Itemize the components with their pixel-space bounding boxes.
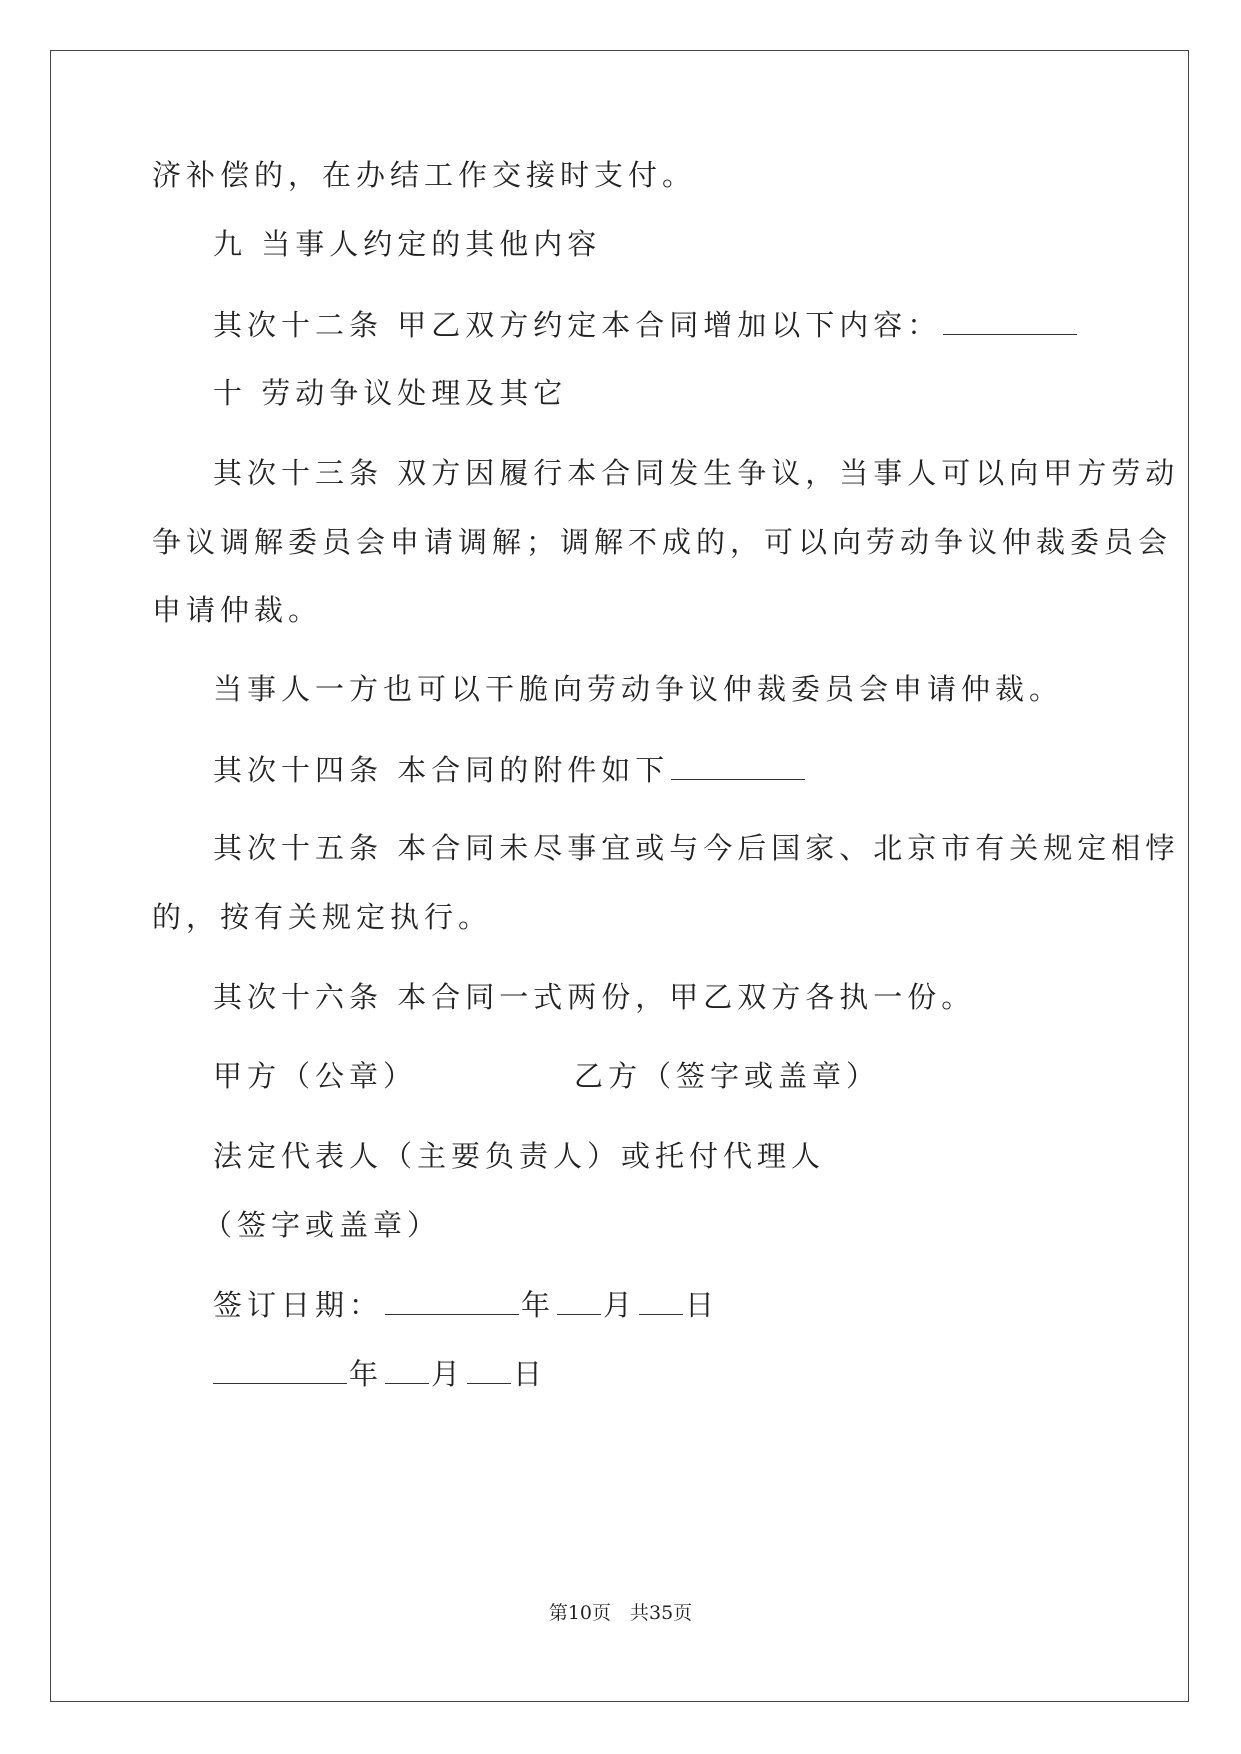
text-line: 申请仲裁。 (152, 593, 323, 627)
section-heading: 九 当事人约定的其他内容 (213, 227, 602, 261)
page-number-footer: 第10页 共35页 (548, 1602, 693, 1624)
month-label: 月 (431, 1357, 466, 1391)
signing-date-label: 签订日期： (213, 1288, 384, 1322)
text-line: （签字或盖章） (203, 1208, 442, 1242)
date-line (211, 1353, 547, 1394)
fill-in-blank (943, 304, 1077, 335)
page-border (50, 50, 1189, 1702)
text-line: 争议调解委员会申请调解；调解不成的，可以向劳动争议仲裁委员会 (152, 525, 1173, 559)
day-label: 日 (685, 1288, 720, 1322)
year-blank (385, 1284, 519, 1315)
day-blank (639, 1284, 683, 1315)
month-blank (557, 1284, 601, 1315)
text-line: 当事人一方也可以干脆向劳动争议仲裁委员会申请仲裁。 (213, 672, 1064, 706)
text-line: 其次十三条 双方因履行本合同发生争议，当事人可以向甲方劳动 (213, 456, 1180, 490)
text-line: 法定代表人（主要负责人）或托付代理人 (213, 1139, 826, 1173)
month-blank (385, 1353, 429, 1384)
signature-party-b: 乙方（签字或盖章） (574, 1059, 881, 1093)
month-label: 月 (603, 1288, 638, 1322)
text-line: 的，按有关规定执行。 (152, 900, 493, 934)
year-label: 年 (349, 1357, 384, 1391)
day-label: 日 (513, 1357, 548, 1391)
signing-date-line (213, 1284, 719, 1325)
text-line: 其次十五条 本合同未尽事宜或与今后国家、北京市有关规定相悖 (213, 831, 1180, 865)
text-segment: 其次十二条 甲乙双方约定本合同增加以下内容： (213, 308, 942, 342)
text-line: 济补偿的，在办结工作交接时支付。 (152, 158, 697, 192)
text-segment: 其次十四条 本合同的附件如下 (213, 753, 670, 787)
fill-in-blank (671, 749, 805, 780)
text-line: 其次十六条 本合同一式两份，甲乙双方各执一份。 (213, 980, 976, 1014)
text-line (213, 304, 1079, 345)
text-line (213, 749, 807, 790)
signature-party-a: 甲方（公章） (213, 1059, 418, 1093)
year-label: 年 (521, 1288, 556, 1322)
section-heading: 十 劳动争议处理及其它 (213, 376, 568, 410)
day-blank (467, 1353, 511, 1384)
year-blank (213, 1353, 347, 1384)
